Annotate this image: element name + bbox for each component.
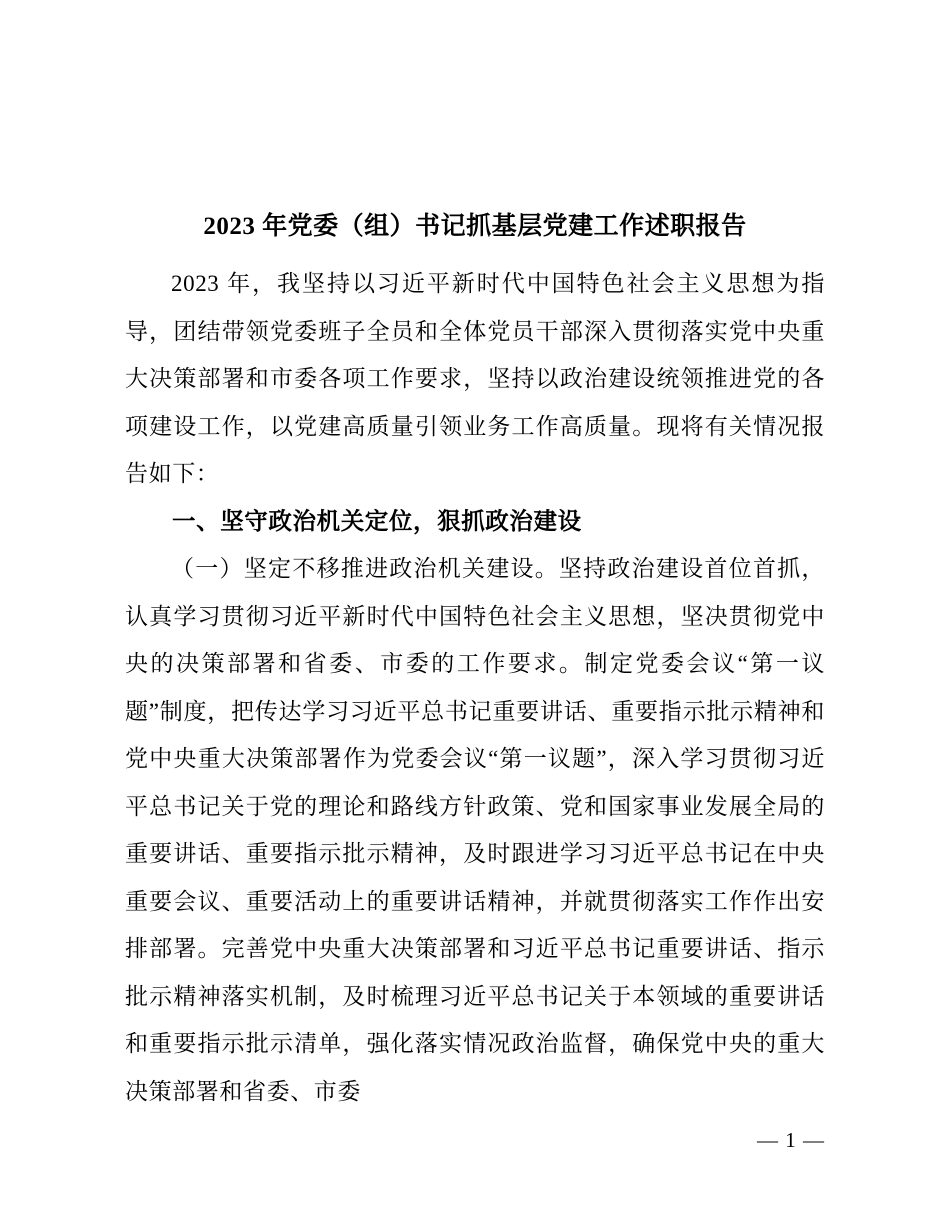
section-heading-1: 一、坚守政治机关定位，狠抓政治建设 — [172, 507, 582, 534]
body-paragraph-1: （一）坚定不移推进政治机关建设。坚持政治建设首位首抓，认真学习贯彻习近平新时代中国特色社会主义思想，坚决贯彻党中央的决策部署和省委、市委的工作要求。制定党委会议“第一议题”制度，把传达学习习近平总书记重要讲话、重要指示批示精神和党中央重大决策部署作为党委会议“第一议题”，深入学习贯彻习近平总书记关于党的理论和路线方针政策、党和国家事业发展全局的重要讲话、重要指示批示精神，及时跟进学习习近平总书记在中央重要会议、重要活动上的重要讲话精神，并就贯彻落实工作作出安排部署。完善党中央重大决策部署和习近平总书记重要讲话、指示批示精神落实机制，及时梳理习近平总书记关于本领域的重要讲话和重要指示批示清单，强化落实情况政治监督，确保党中央的重大决策部署和省委、市委 — [125, 556, 825, 1104]
page-number: — 1 — — [757, 1128, 825, 1152]
intro-paragraph: 2023 年，我坚持以习近平新时代中国特色社会主义思想为指导，团结带领党委班子全员和全体党员干部深入贯彻落实党中央重大决策部署和市委各项工作要求，坚持以政治建设统领推进党的各项建设工作，以党建高质量引领业务工作高质量。现将有关情况报告如下： — [125, 271, 825, 486]
document-title: 2023 年党委（组）书记抓基层党建工作述职报告 — [203, 213, 747, 240]
